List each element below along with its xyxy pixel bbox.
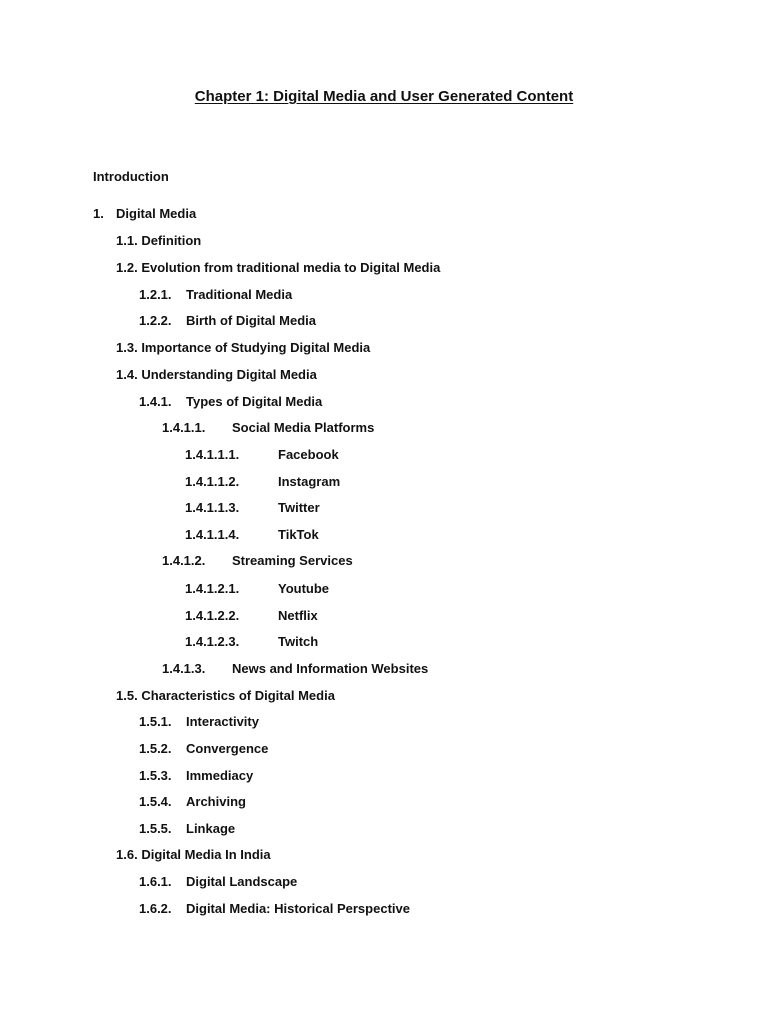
toc-entry-number: 1.2.2. — [139, 313, 172, 328]
toc-entry-number: 1.4.1.1.2. — [185, 474, 240, 489]
toc-entry-label: TikTok — [278, 527, 319, 542]
toc-entry — [139, 820, 506, 838]
toc-entry-number: 1.4.1.1. — [162, 420, 206, 435]
toc-entry-number: 1.4.1.2.1. — [185, 581, 240, 596]
toc-entry — [139, 767, 506, 785]
toc-entry — [116, 339, 370, 357]
toc-entry — [185, 580, 598, 598]
toc-entry-label: Youtube — [278, 581, 330, 596]
toc-entry — [116, 687, 335, 705]
toc-entry — [116, 259, 440, 277]
toc-entry-label: Streaming Services — [232, 553, 353, 568]
toc-entry — [185, 499, 598, 517]
toc-entry-number: 1.4.1.1.3. — [185, 500, 240, 515]
toc-entry-label: Immediacy — [186, 768, 254, 783]
toc-entry-number: 1.4.1.2.2. — [185, 608, 240, 623]
toc-entry-label: Twitter — [278, 500, 320, 515]
toc-entry — [139, 393, 506, 411]
toc-entry-label: Interactivity — [186, 714, 259, 729]
toc-entry-number: 1.6.2. — [139, 901, 172, 916]
toc-entry-label: Importance of Studying Digital Media — [141, 340, 371, 355]
toc-entry-label: Archiving — [186, 794, 246, 809]
toc-entry — [116, 366, 317, 384]
toc-entry-number: 1.5.5. — [139, 821, 172, 836]
toc-entry-label: Instagram — [278, 474, 341, 489]
toc-entry-number: 1.6. — [116, 847, 138, 862]
toc-entry — [185, 446, 598, 464]
toc-entry-number: 1.5.1. — [139, 714, 172, 729]
toc-entry-number: 1.2.1. — [139, 287, 172, 302]
toc-entry-number: 1.4.1.2. — [162, 553, 206, 568]
toc-entry-number: 1.5.4. — [139, 794, 172, 809]
toc-entry-label: Definition — [141, 233, 202, 248]
toc-entry — [162, 419, 552, 437]
toc-entry-number: 1. — [93, 206, 104, 221]
toc-entry — [139, 286, 506, 304]
toc-entry-label: Digital Media — [116, 206, 197, 221]
toc-entry — [116, 846, 271, 864]
toc-entry-label: Digital Media In India — [141, 847, 271, 862]
toc-entry — [185, 526, 598, 544]
toc-entry-number: 1.2. — [116, 260, 138, 275]
toc-entry-number: 1.1. — [116, 233, 138, 248]
toc-entry-number: 1.5.2. — [139, 741, 172, 756]
toc-entry-number: 1.4.1.3. — [162, 661, 206, 676]
toc-entry — [139, 873, 506, 891]
toc-entry-label: Birth of Digital Media — [186, 313, 316, 328]
toc-entry — [93, 205, 436, 223]
toc-entry-label: Twitch — [278, 634, 319, 649]
toc-entry-label: Linkage — [186, 821, 236, 836]
toc-entry — [116, 232, 201, 250]
toc-entry-label: News and Information Websites — [232, 661, 429, 676]
toc-entry-number: 1.6.1. — [139, 874, 172, 889]
toc-entry-label: Digital Landscape — [186, 874, 298, 889]
toc-entry-label: Netflix — [278, 608, 318, 623]
toc-entry — [185, 473, 598, 491]
toc-entry-label: Characteristics of Digital Media — [141, 688, 335, 703]
toc-entry-label: Understanding Digital Media — [141, 367, 317, 382]
toc-entry-label: Evolution from traditional media to Digital Media — [141, 260, 441, 275]
toc-entry — [139, 312, 506, 330]
toc-entry-number: 1.4.1. — [139, 394, 172, 409]
toc-entry — [139, 740, 506, 758]
toc-entry — [185, 633, 598, 651]
toc-entry — [139, 900, 506, 918]
toc-entry-label: Convergence — [186, 741, 269, 756]
toc-entry-label: Facebook — [278, 447, 339, 462]
toc-entry — [139, 713, 506, 731]
toc-entry-number: 1.4.1.2.3. — [185, 634, 240, 649]
toc-entry-number: 1.4.1.1.4. — [185, 527, 240, 542]
toc-entry — [139, 793, 506, 811]
toc-entry — [185, 607, 598, 625]
introduction-heading: Introduction — [93, 169, 169, 184]
toc-entry-number: 1.4.1.1.1. — [185, 447, 240, 462]
toc-entry-number: 1.5. — [116, 688, 138, 703]
toc-entry — [162, 660, 552, 678]
toc-entry-label: Digital Media: Historical Perspective — [186, 901, 410, 916]
toc-entry — [162, 552, 552, 570]
toc-entry-number: 1.4. — [116, 367, 138, 382]
page-title: Chapter 1: Digital Media and User Generated Content — [194, 88, 574, 105]
toc-entry-number: 1.5.3. — [139, 768, 172, 783]
toc-entry-label: Types of Digital Media — [186, 394, 323, 409]
toc-entry-label: Social Media Platforms — [232, 420, 375, 435]
toc-entry-label: Traditional Media — [186, 287, 293, 302]
toc-entry-number: 1.3. — [116, 340, 138, 355]
